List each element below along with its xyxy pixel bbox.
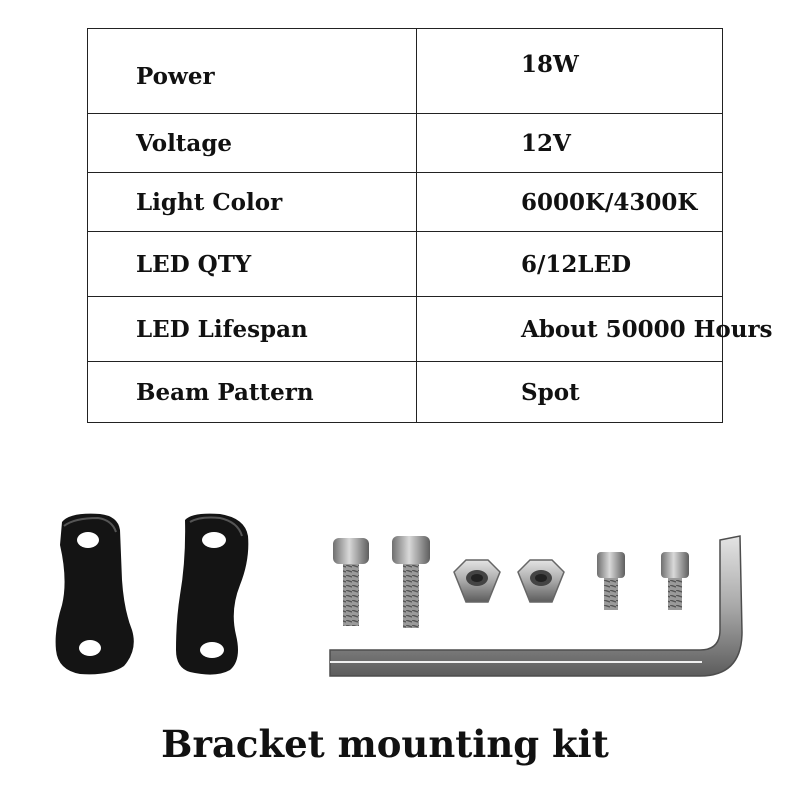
spec-table bbox=[87, 28, 773, 423]
spec-label: LED QTY bbox=[88, 232, 417, 297]
spec-row-led-lifespan bbox=[88, 297, 723, 362]
spec-value: 12V bbox=[417, 114, 723, 173]
spec-value: About 50000 Hours bbox=[417, 297, 723, 362]
hex-nut-icon bbox=[454, 560, 500, 602]
spec-label: Power bbox=[88, 29, 417, 114]
spec-row-power bbox=[88, 29, 723, 114]
bolt-icon bbox=[392, 536, 430, 628]
spec-row-led-qty bbox=[88, 232, 723, 297]
spec-label: LED Lifespan bbox=[88, 297, 417, 362]
bracket-icon bbox=[56, 514, 134, 675]
spec-label: Light Color bbox=[88, 173, 417, 232]
spec-row-voltage bbox=[88, 114, 723, 173]
spec-value: 6000K/4300K bbox=[417, 173, 723, 232]
kit-caption: Bracket mounting kit bbox=[161, 722, 609, 766]
small-bolt-icon bbox=[661, 552, 689, 610]
bolt-icon bbox=[333, 538, 369, 626]
hex-nut-icon bbox=[518, 560, 564, 602]
spec-row-beam-pattern bbox=[88, 362, 723, 423]
spec-value: 6/12LED bbox=[417, 232, 723, 297]
spec-label: Voltage bbox=[88, 114, 417, 173]
spec-row-light-color bbox=[88, 173, 723, 232]
bracket-icon bbox=[176, 514, 248, 675]
spec-label: Beam Pattern bbox=[88, 362, 417, 423]
spec-value: 18W bbox=[417, 29, 723, 114]
spec-value: Spot bbox=[417, 362, 723, 423]
bracket-kit-illustration bbox=[40, 500, 760, 700]
small-bolt-icon bbox=[597, 552, 625, 610]
